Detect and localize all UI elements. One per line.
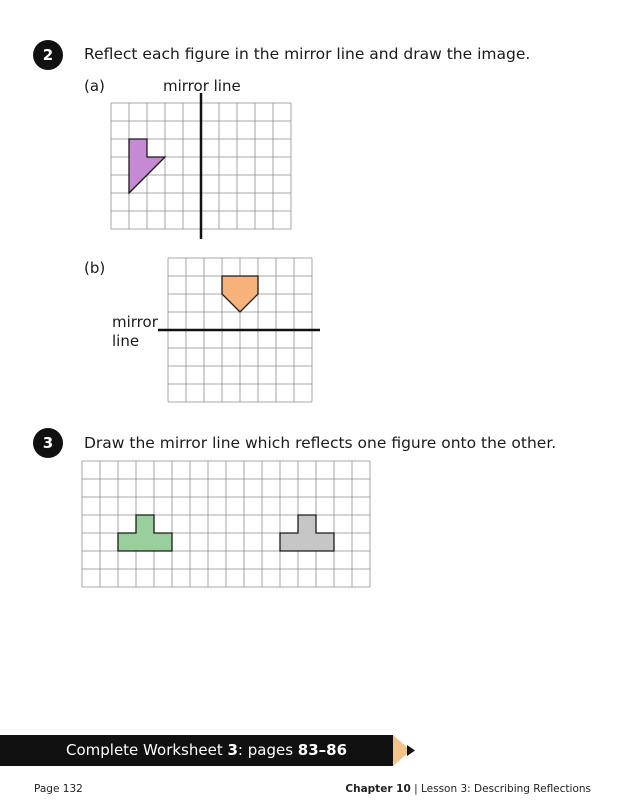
part-a-grid (111, 103, 311, 253)
chapter-lesson (345, 783, 591, 795)
banner-worksheet-number: 3 (227, 741, 238, 759)
question-3-right-figure (280, 515, 334, 551)
question-2-text: Reflect each figure in the mirror line and draw the image. (84, 45, 531, 63)
part-a-mirror-label: mirror line (163, 77, 241, 95)
lesson-label: Lesson 3: Describing Reflections (420, 783, 591, 795)
banner-pages: 83–86 (297, 741, 348, 759)
pencil-tip-icon (393, 735, 419, 766)
worksheet-banner-text (66, 741, 347, 759)
question-2-number: 2 (33, 40, 63, 70)
question-3-grid (82, 461, 372, 591)
part-b-grid (168, 258, 338, 408)
banner-prefix: Complete Worksheet (66, 741, 228, 759)
part-b-mirror-label-1: mirror (112, 313, 158, 331)
chapter-label: Chapter 10 (345, 783, 411, 795)
banner-middle: : pages (237, 741, 298, 759)
part-b-label: (b) (84, 259, 106, 277)
question-3-text: Draw the mirror line which reflects one figure onto the other. (84, 434, 557, 452)
part-a-label: (a) (84, 77, 105, 95)
question-3-left-figure (118, 515, 172, 551)
page-number: Page 132 (34, 783, 83, 795)
part-b-figure (222, 276, 258, 312)
footer-separator: | (410, 783, 421, 795)
part-b-mirror-label-2: line (112, 332, 140, 350)
question-3-number: 3 (33, 428, 63, 458)
